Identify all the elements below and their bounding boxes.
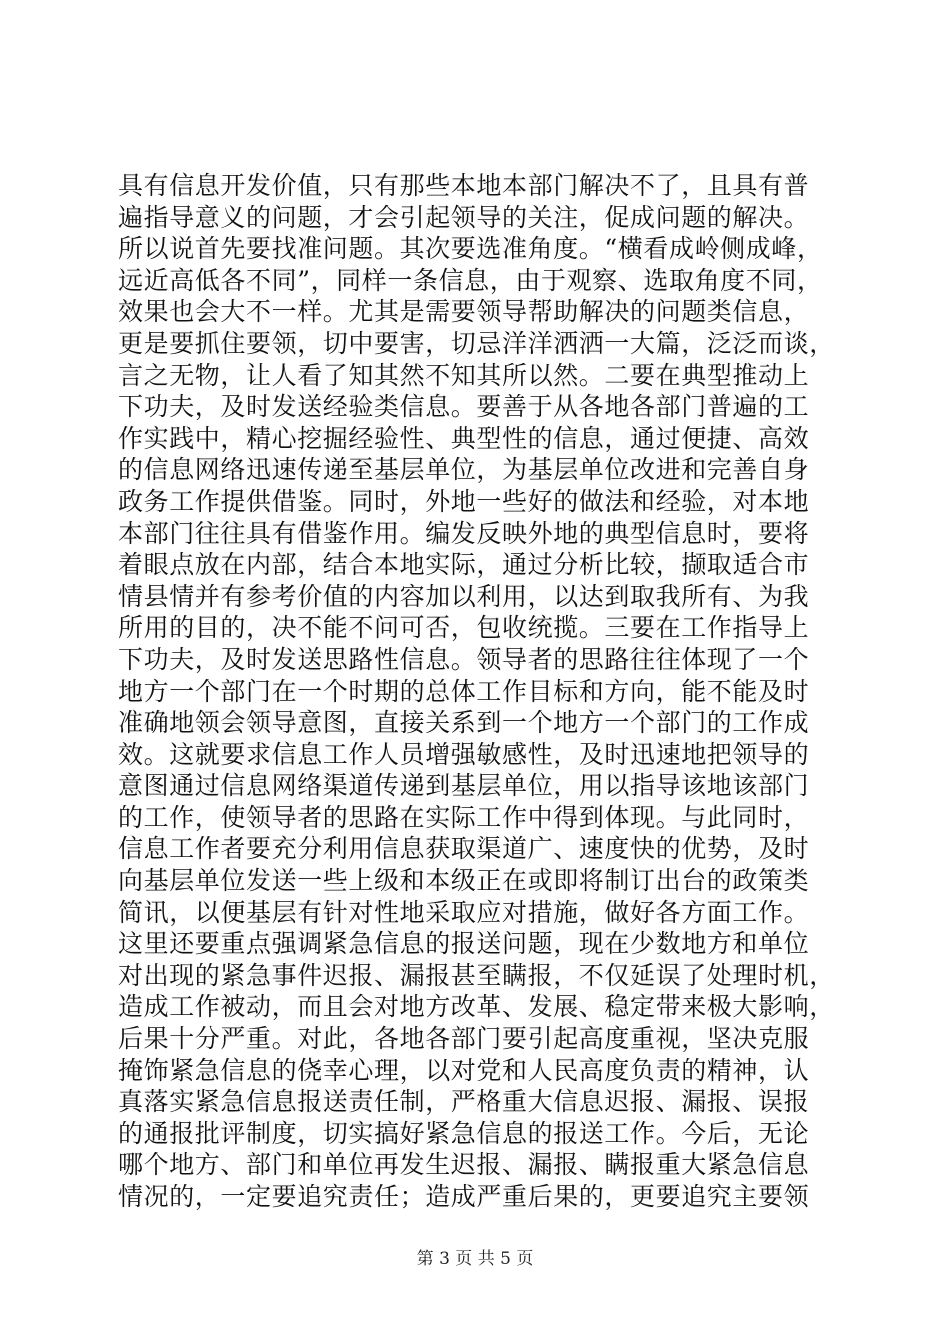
text-line: 真落实紧急信息报送责任制，严格重大信息迟报、漏报、误报 bbox=[118, 1087, 810, 1117]
text-line: 效。这就要求信息工作人员增强敏感性，及时迅速地把领导的 bbox=[118, 739, 810, 769]
text-line: 地方一个部门在一个时期的总体工作目标和方向，能不能及时 bbox=[118, 676, 810, 706]
text-line: 下功夫，及时发送思路性信息。领导者的思路往往体现了一个 bbox=[118, 644, 810, 674]
text-line: 准确地领会领导意图，直接关系到一个地方一个部门的工作成 bbox=[118, 708, 810, 738]
text-line: 简讯，以便基层有针对性地采取应对措施，做好各方面工作。 bbox=[118, 897, 810, 927]
text-line: 的工作，使领导者的思路在实际工作中得到体现。与此同时， bbox=[118, 802, 810, 832]
text-line: 情况的，一定要追究责任；造成严重后果的，更要追究主要领 bbox=[118, 1182, 810, 1211]
text-line: 所以说首先要找准问题。其次要选准角度。“横看成岭侧成峰， bbox=[118, 234, 823, 264]
text-line: 本部门往往具有借鉴作用。编发反映外地的典型信息时，要将 bbox=[118, 518, 810, 548]
text-line: 所用的目的，决不能不问可否，包收统揽。三要在工作指导上 bbox=[118, 613, 810, 643]
text-line: 更是要抓住要领，切中要害，切忌洋洋洒洒一大篇，泛泛而谈， bbox=[118, 328, 835, 358]
text-line: 这里还要重点强调紧急信息的报送问题，现在少数地方和单位 bbox=[118, 929, 810, 959]
text-line: 造成工作被动，而且会对地方改革、发展、稳定带来极大影响， bbox=[118, 992, 835, 1022]
page-number-footer: 第 3 页 共 5 页 bbox=[416, 1249, 534, 1269]
text-line: 政务工作提供借鉴。同时，外地一些好的做法和经验，对本地 bbox=[118, 486, 810, 516]
text-line: 下功夫，及时发送经验类信息。要善于从各地各部门普遍的工 bbox=[118, 392, 810, 422]
text-line: 具有信息开发价值，只有那些本地本部门解决不了，且具有普 bbox=[118, 171, 810, 200]
text-line: 后果十分严重。对此，各地各部门要引起高度重视，坚决克服 bbox=[118, 1024, 810, 1054]
text-line: 言之无物，让人看了知其然不知其所以然。二要在典型推动上 bbox=[118, 360, 810, 390]
text-line: 的通报批评制度，切实搞好紧急信息的报送工作。今后，无论 bbox=[118, 1118, 810, 1148]
text-line: 哪个地方、部门和单位再发生迟报、漏报、瞒报重大紧急信息 bbox=[118, 1150, 810, 1180]
text-line: 作实践中，精心挖掘经验性、典型性的信息，通过便捷、高效 bbox=[118, 423, 810, 453]
text-line: 远近高低各不同”，同样一条信息，由于观察、选取角度不同， bbox=[118, 265, 823, 295]
text-line: 对出现的紧急事件迟报、漏报甚至瞒报，不仅延误了处理时机， bbox=[118, 960, 835, 990]
text-line: 着眼点放在内部，结合本地实际，通过分析比较，撷取适合市 bbox=[118, 550, 810, 580]
text-line: 掩饰紧急信息的侥幸心理，以对党和人民高度负责的精神，认 bbox=[118, 1055, 810, 1085]
text-line: 效果也会大不一样。尤其是需要领导帮助解决的问题类信息， bbox=[118, 297, 810, 327]
body-text bbox=[118, 170, 838, 1213]
text-line: 向基层单位发送一些上级和本级正在或即将制订出台的政策类 bbox=[118, 866, 810, 896]
text-line: 信息工作者要充分利用信息获取渠道广、速度快的优势，及时 bbox=[118, 834, 810, 864]
text-line: 意图通过信息网络渠道传递到基层单位，用以指导该地该部门 bbox=[118, 771, 810, 801]
text-line: 遍指导意义的问题，才会引起领导的关注，促成问题的解决。 bbox=[118, 202, 810, 232]
text-line: 的信息网络迅速传递至基层单位，为基层单位改进和完善自身 bbox=[118, 455, 810, 485]
text-line: 情县情并有参考价值的内容加以利用，以达到取我所有、为我 bbox=[118, 581, 810, 611]
